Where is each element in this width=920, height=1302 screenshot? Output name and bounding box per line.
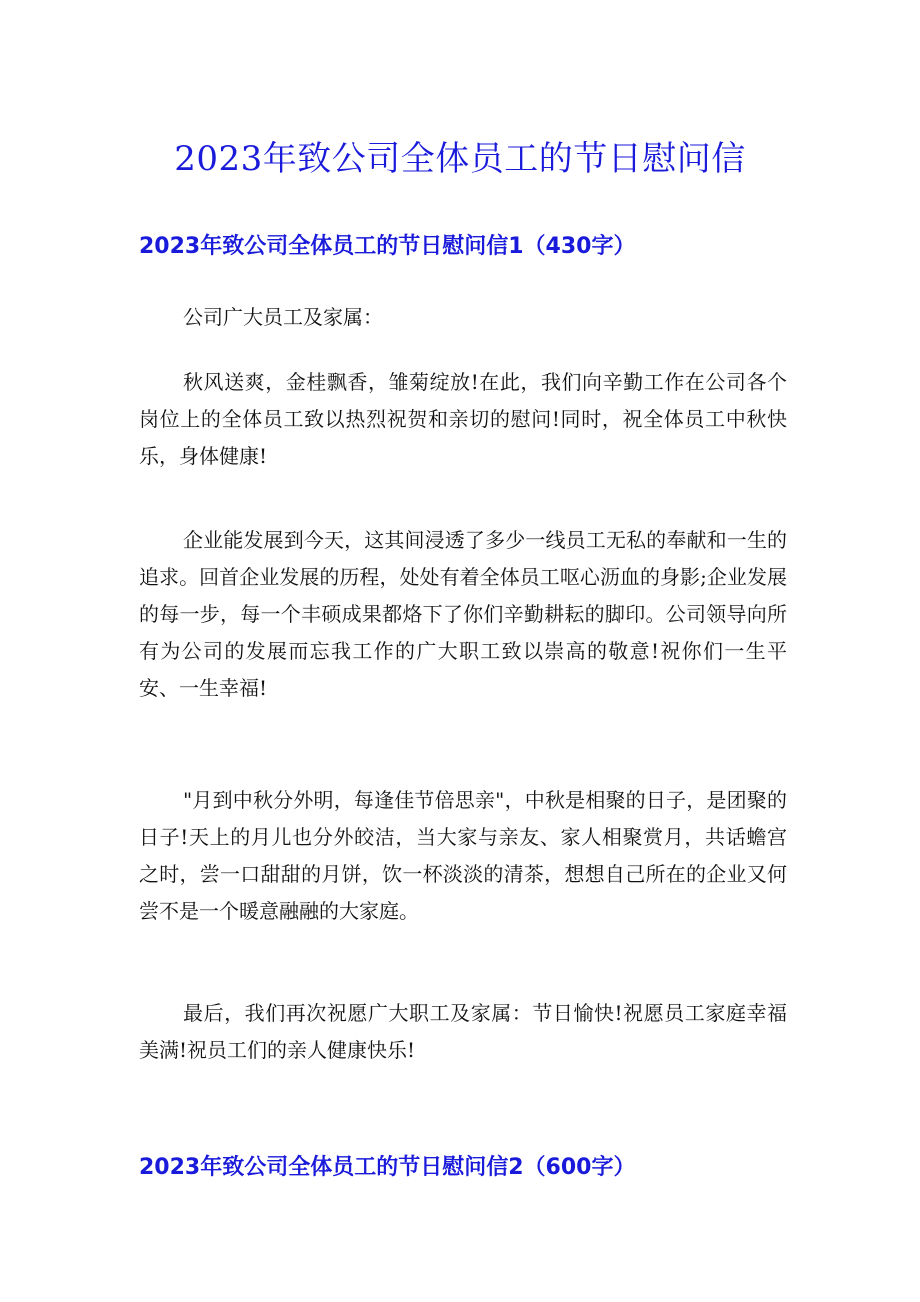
section-heading-1: 2023年致公司全体员工的节日慰问信1（430字） <box>139 234 636 259</box>
body-paragraph-3: "月到中秋分外明，每逢佳节倍思亲"，中秋是相聚的日子，是团聚的日子!天上的月儿也分外皎洁，当大家与亲友、家人相聚赏月，共话蟾宫之时，尝一口甜甜的月饼，饮一杯淡淡的清茶，想想自己所在的企业又何尝不是一个暖意融融的大家庭。 <box>139 788 787 923</box>
body-paragraph-2: 企业能发展到今天，这其间浸透了多少一线员工无私的奉献和一生的追求。回首企业发展的历程，处处有着全体员工呕心沥血的身影;企业发展的每一步，每一个丰硕成果都烙下了你们辛勤耕耘的脚印。公司领导向所有为公司的发展而忘我工作的广大职工致以崇高的敬意!祝你们一生平安、一生幸福! <box>139 528 787 700</box>
salutation-paragraph: 公司广大员工及家属： <box>183 305 383 329</box>
section-heading-2: 2023年致公司全体员工的节日慰问信2（600字） <box>139 1155 636 1180</box>
page-title: 2023年致公司全体员工的节日慰问信 <box>174 139 746 179</box>
body-paragraph-1: 秋风送爽，金桂飘香，雏菊绽放!在此，我们向辛勤工作在公司各个岗位上的全体员工致以热烈祝贺和亲切的慰问!同时，祝全体员工中秋快乐，身体健康! <box>139 370 787 468</box>
closing-paragraph: 最后，我们再次祝愿广大职工及家属：节日愉快!祝愿员工家庭幸福美满!祝员工们的亲人健康快乐! <box>139 1001 787 1062</box>
